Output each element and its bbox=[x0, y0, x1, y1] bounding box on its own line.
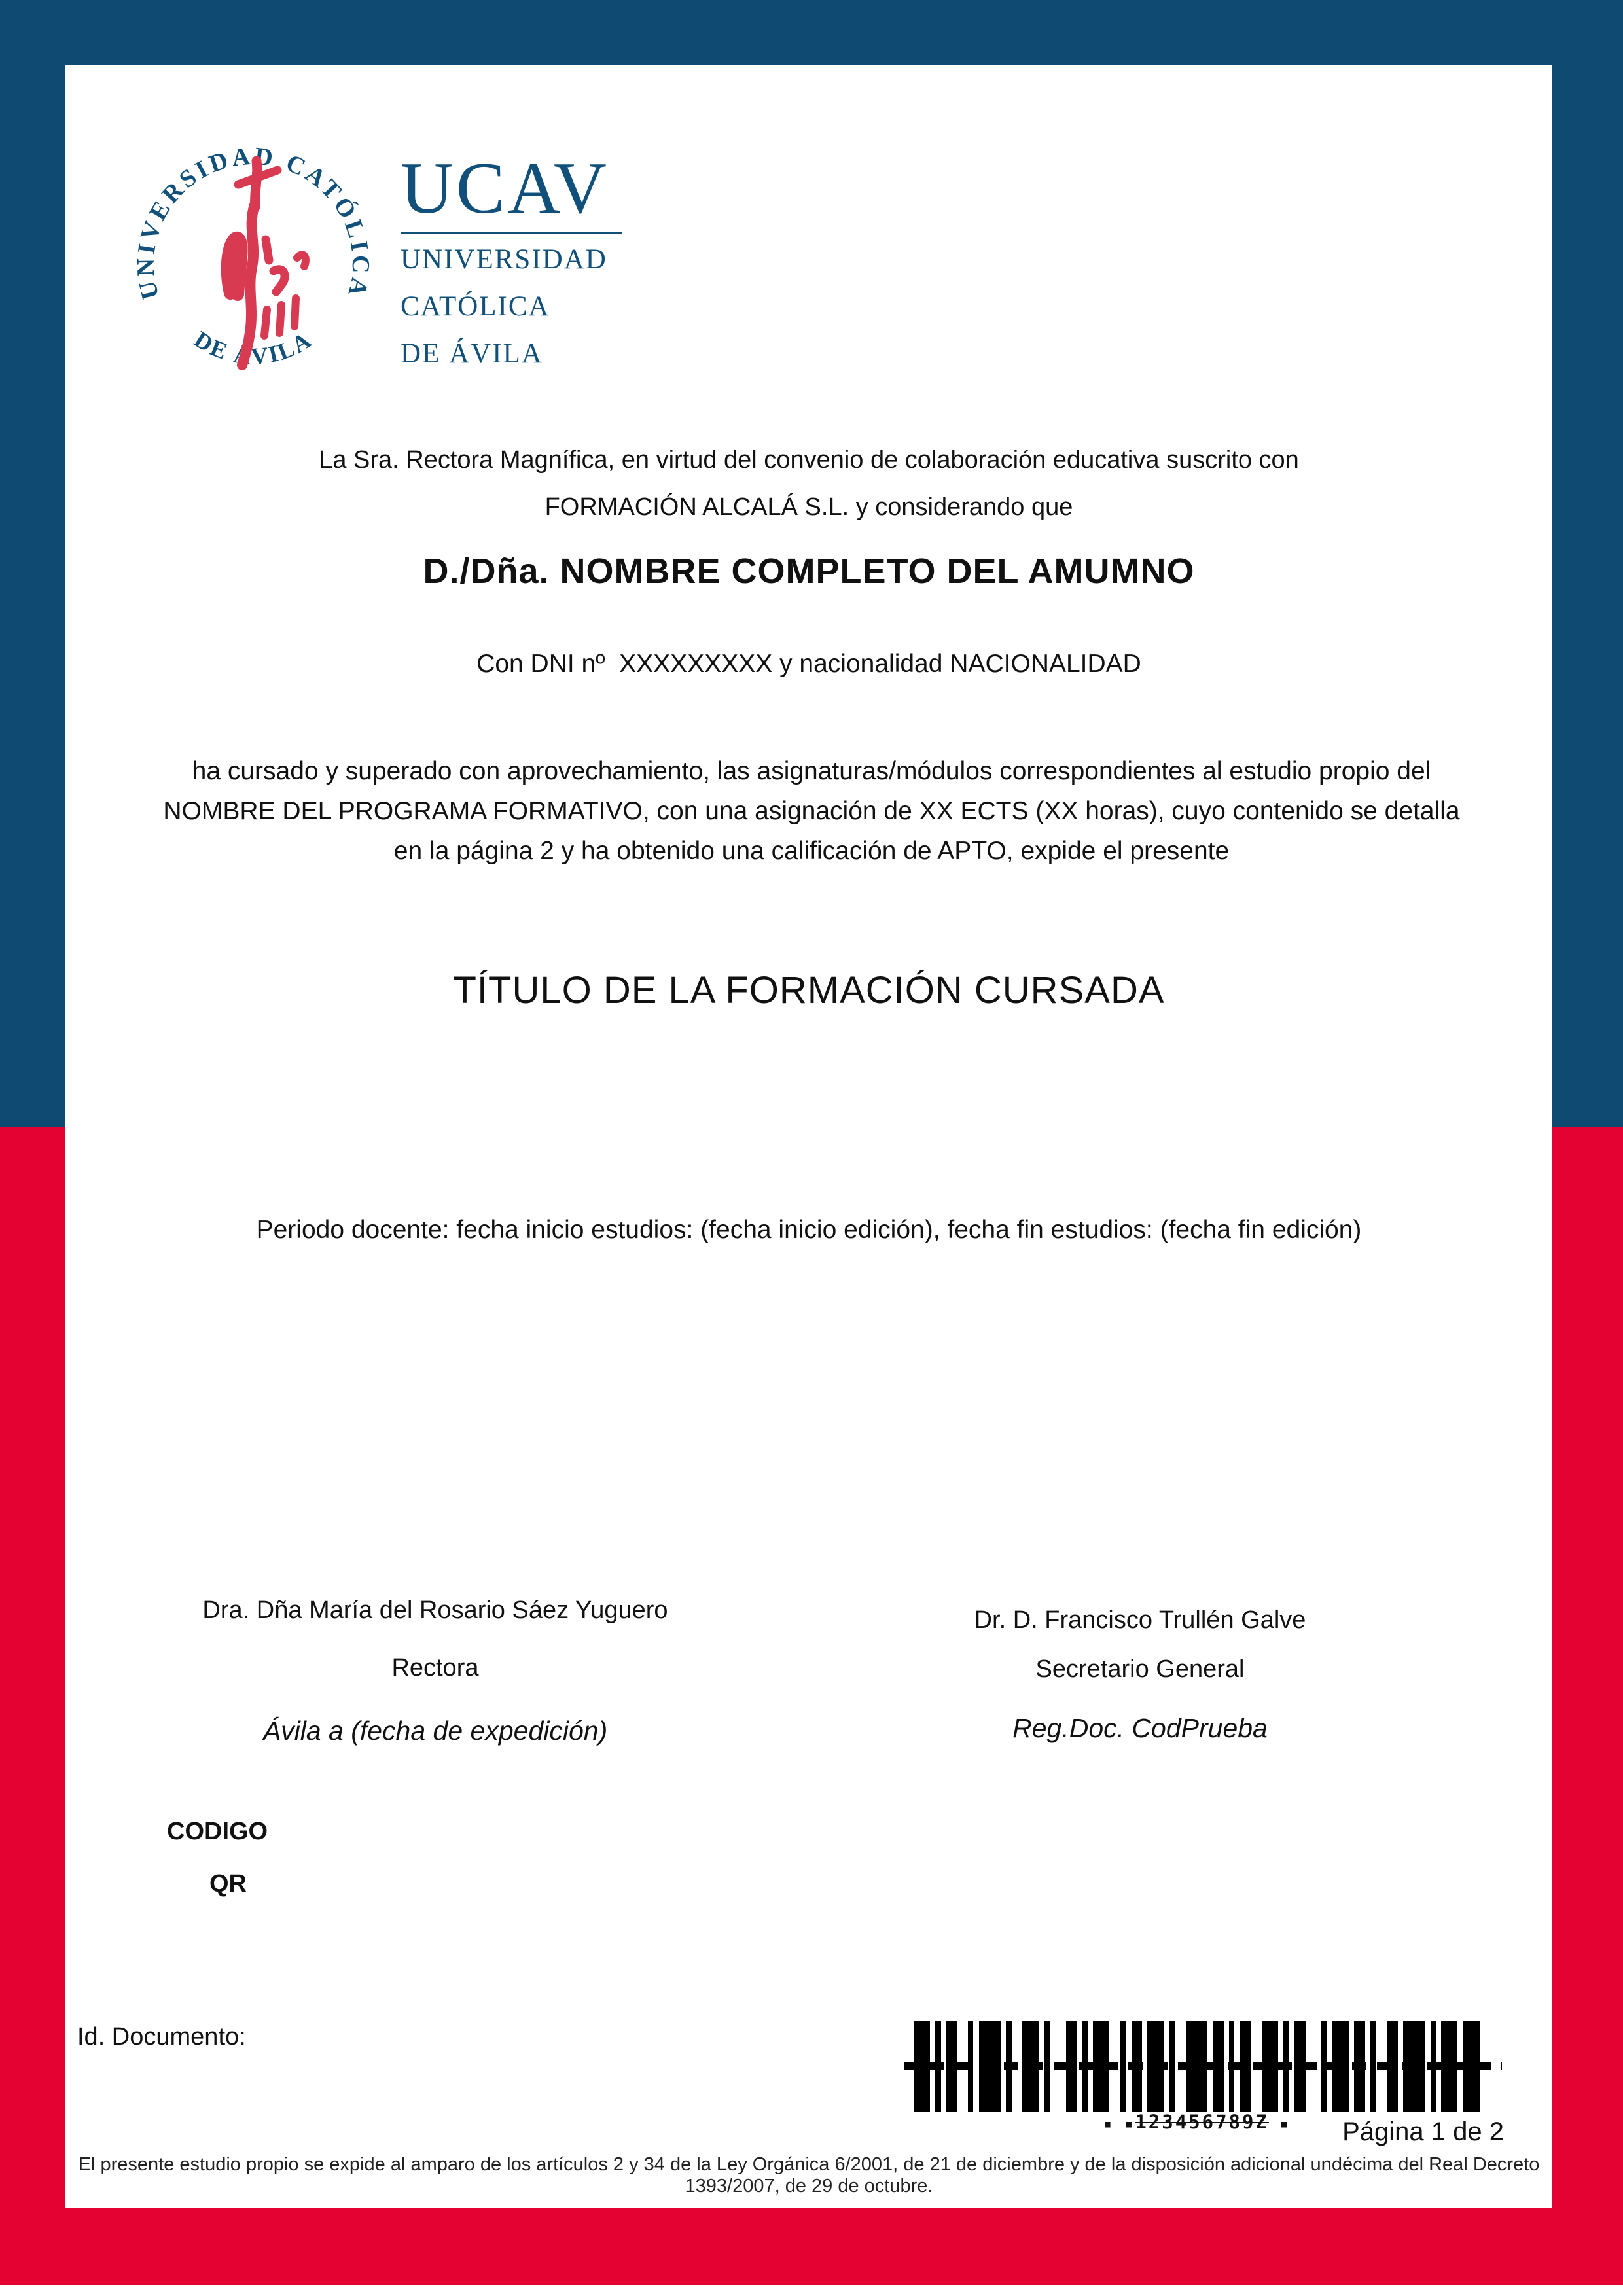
qr-code-label-line-1: CODIGO bbox=[167, 1818, 268, 1845]
seal-bottom-text: DE ÁVILA bbox=[189, 326, 317, 370]
degree-title: TÍTULO DE LA FORMACIÓN CURSADA bbox=[453, 969, 1165, 1012]
wordmark-line-2: CATÓLICA bbox=[401, 291, 550, 322]
wordmark-line-3: DE ÁVILA bbox=[401, 338, 543, 369]
seal-top-text: UNIVERSIDAD CATÓLICA bbox=[132, 142, 375, 302]
teaching-period-line: Periodo docente: fecha inicio estudios: (fecha inicio edición), fecha fin estudios: (fecha fin edición) bbox=[256, 1216, 1362, 1244]
wordmark-divider bbox=[401, 232, 622, 234]
barcode-digits: 123456789Z bbox=[1135, 2111, 1269, 2133]
university-wordmark bbox=[401, 148, 662, 375]
wordmark-line-1: UNIVERSIDAD bbox=[401, 244, 607, 275]
secretary-name: Dr. D. Francisco Trullén Galve bbox=[974, 1606, 1306, 1634]
course-paragraph: ha cursado y superado con aprovechamiento, las asignaturas/módulos correspondientes al estudio propio del NOMBRE DEL PROGRAMA FORMATIVO, con una asignación de XX ECTS (XX horas), cuyo contenido se detalla en la página 2 y ha obtenido una calificación de APTO, expide el presente bbox=[163, 757, 1460, 865]
barcode-end-mark: ▪ bbox=[1268, 2116, 1291, 2132]
wordmark-acronym: UCAV bbox=[401, 148, 609, 229]
issue-place-date-line: Ávila a (fecha de expedición) bbox=[262, 1716, 608, 1746]
student-name-line: D./Dña. NOMBRE COMPLETO DEL AMUMNO bbox=[423, 552, 1195, 591]
page-number-label: Página 1 de 2 bbox=[1342, 2117, 1504, 2146]
secretary-role: Secretario General bbox=[1035, 1655, 1245, 1683]
rector-role: Rectora bbox=[391, 1654, 479, 1682]
border-bottom bbox=[0, 2208, 1623, 2285]
intro-line-2: FORMACIÓN ALCALÁ S.L. y considerando que bbox=[544, 493, 1073, 521]
registry-doc-line: Reg.Doc. CodPrueba bbox=[1012, 1713, 1268, 1743]
barcode-strike-line bbox=[904, 2062, 1502, 2070]
student-dni-line: Con DNI nº XXXXXXXXX y nacionalidad NACIONALIDAD bbox=[476, 650, 1141, 678]
border-right bbox=[1552, 0, 1623, 2285]
qr-code-label-line-2: QR bbox=[209, 1870, 247, 1898]
border-top bbox=[0, 0, 1623, 65]
intro-line-1: La Sra. Rectora Magnífica, en virtud del convenio de colaboración educativa suscrito con bbox=[319, 446, 1299, 474]
barcode bbox=[914, 2021, 1480, 2133]
border-left bbox=[0, 0, 65, 2285]
university-seal-icon bbox=[126, 130, 381, 391]
rector-name: Dra. Dña María del Rosario Sáez Yuguero bbox=[202, 1597, 668, 1624]
document-id-label: Id. Documento: bbox=[77, 2023, 246, 2051]
barcode-start-mark: ▪ ▪ bbox=[1103, 2116, 1135, 2132]
legal-footer: El presente estudio propio se expide al amparo de los artículos 2 y 34 de la Ley Orgánica 6/2001, de 21 de diciembre y de la disposición adicional undécima del Real Decreto 1393/2007, de 29 de octubre. bbox=[78, 2154, 1540, 2197]
